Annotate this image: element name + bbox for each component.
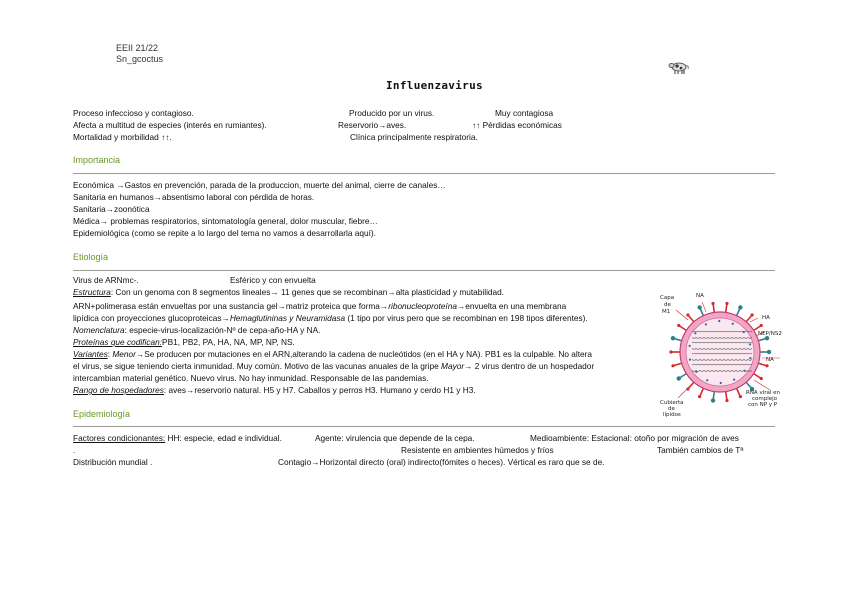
variantes-label: Variantes [73, 349, 108, 359]
spike-head [739, 395, 742, 398]
hospedadores-label: Rango de hospedadores [73, 385, 164, 395]
etiologia-variantes [73, 349, 592, 360]
etiologia-forma: Esférico y con envuelta [230, 275, 316, 285]
matrix-dot [732, 323, 734, 325]
etiologia-variantes-cont [73, 361, 594, 372]
epidemiologia-contagio: Contagio→Horizontal directo (oral) indirecto(fómites o heces). Vértical es raro que se de. [278, 457, 605, 467]
importancia-line: Médica→ problemas respiratorios, sintomatología general, dolor muscular, fiebre… [73, 216, 378, 226]
etiologia-hospedadores [73, 385, 476, 396]
spike-head [765, 364, 768, 367]
intro-contagiosa: Muy contagiosa [495, 108, 554, 118]
intro-virus: Producido por un virus. [349, 108, 435, 118]
variantes-cont-a: el virus, se sigue teniendo cierta inmunidad. Muy común. Motivo de las vacunas anuales de la gripe [73, 361, 442, 371]
label-capa: Capa [660, 295, 675, 301]
epidemiologia-medio: Medioambiente: Estacional: otoño por migración de aves [530, 433, 739, 443]
etiologia-nomenclatura [73, 325, 320, 336]
divider [73, 426, 775, 427]
matrix-dot [689, 345, 691, 347]
label-na-top: NA [696, 293, 704, 299]
factores-label: Factores condicionantes: [73, 433, 166, 443]
divider [73, 270, 775, 271]
matrix-dot [689, 359, 691, 361]
spike-head [669, 350, 672, 353]
spike-head [725, 302, 728, 305]
spike-head [725, 399, 728, 402]
spike-head [677, 324, 680, 327]
variantes-text: →Se producen por mutaciones en el ARN,alterando la cadena de nucleótidos (en el HA y NA). PB1 es la culpable. No altera [135, 349, 593, 359]
etiologia-arn-line [73, 301, 566, 312]
importancia-line: Epidemiológica (como se repite a lo largo del tema no vamos a desarrollarla aquí). [73, 228, 376, 238]
matrix-dot [694, 332, 696, 334]
matrix-dot [718, 320, 720, 322]
label-cubierta: Cubierta [660, 400, 684, 406]
epidemiologia-cambios: También cambios de Tª [657, 445, 744, 455]
etiologia-estructura [73, 287, 504, 298]
spike-head [760, 324, 763, 327]
hospedadores-text: : aves→reservorio natural. H5 y H7. Caballos y perros H3. Humano y cerdo H1 y H3. [163, 385, 476, 395]
hemaglutininas-term: Hemaglutininas y Neuramidasa [229, 313, 346, 323]
spike-head [686, 313, 689, 316]
variantes-cont-c: → 2 virus dentro de un hospedador [464, 361, 595, 371]
ribonucleoproteina-term: ribonucleoproteína [388, 301, 457, 311]
course-label: EEII 21/22 [116, 43, 159, 53]
label-rna-2: complejo [752, 396, 778, 402]
label-cubierta-de: de [668, 406, 675, 412]
label-na-right: NA [766, 357, 774, 363]
matrix-layer [686, 318, 754, 386]
cow-icon [668, 59, 690, 80]
epidemiologia-distribucion: Distribución mundial . [73, 457, 153, 467]
section-epidemiologia-heading: Epidemiología [73, 409, 131, 419]
epidemiologia-agente: Agente: virulencia que depende de la cepa. [315, 433, 475, 443]
matrix-dot [749, 343, 751, 345]
factores-hh: HH: especie, edad e individual. [165, 433, 282, 443]
proteinas-label: Proteínas que codifican: [73, 337, 163, 347]
nomenclatura-text: : especie-virus-localización-Nº de cepa-año-HA y NA. [124, 325, 321, 335]
importancia-line: Sanitaria→zoonótica [73, 204, 150, 214]
influenza-virus-diagram [658, 290, 782, 420]
spike-head [698, 395, 701, 398]
lipidica-text-a: lipídica con proyecciones glucoproteicas→ [73, 313, 230, 323]
spike-head [697, 305, 701, 309]
etiologia-lipidica-line [73, 313, 588, 324]
matrix-dot [695, 371, 697, 373]
label-m1: M1 [662, 309, 671, 315]
matrix-dot [733, 378, 735, 380]
label-rna-1: RNA viral en [746, 390, 781, 396]
matrix-dot [749, 357, 751, 359]
section-importancia-heading: Importancia [73, 155, 121, 165]
etiologia-proteinas [73, 337, 295, 348]
intro-reservorio: Reservorio→aves. [338, 120, 407, 130]
epidemiologia-factores [73, 433, 282, 444]
intro-infeccioso: Proceso infeccioso y contagioso. [73, 108, 194, 118]
etiologia-pandemias: intercambian material genético. Nuevo virus. No hay inmunidad. Responsable de las pandemias. [73, 373, 429, 383]
estructura-label: Estructura [73, 287, 111, 297]
section-etiologia-heading: Etiología [73, 252, 109, 262]
divider [73, 173, 775, 174]
spike-head [760, 377, 763, 380]
variante-mayor-term: Mayor [441, 361, 465, 371]
spike-head [677, 376, 681, 380]
matrix-dot [720, 382, 722, 384]
etiologia-virus-tipo: Virus de ARNmc-. [73, 275, 139, 285]
intro-especies: Afecta a multitud de especies (interés en rumiantes). [73, 120, 267, 130]
arn-text-c: →envuelta en una membrana [456, 301, 567, 311]
spike-head [671, 364, 674, 367]
estructura-text: : Con un genoma con 8 segmentos lineales→ 11 genes que se recombinan→alta plasticidad y mutabilidad. [110, 287, 505, 297]
arn-text-a: ARN+polimerasa están envueltas por una sustancia gel→matriz proteica que forma→ [73, 301, 389, 311]
matrix-dot [744, 370, 746, 372]
importancia-line: Sanitaria en humanos→absentismo laboral con pérdida de horas. [73, 192, 315, 202]
intro-mortalidad: Mortalidad y morbilidad ↑↑. [73, 132, 172, 142]
intro-perdidas: ↑↑ Pérdidas económicas [472, 120, 562, 130]
spike-head [767, 350, 771, 354]
variante-menor-term: Menor [112, 349, 136, 359]
matrix-dot [705, 323, 707, 325]
label-rna-3: con NP y P [748, 402, 778, 408]
matrix-dot [743, 331, 745, 333]
epidemiologia-dot: . [73, 445, 76, 455]
importancia-line: Económica →Gastos en prevención, parada de la produccion, muerte del animal, cierre de canales… [73, 180, 446, 190]
author-label: Sn_gcoctus [116, 54, 164, 64]
page-title: Influenzavirus [386, 79, 483, 92]
variantes-colon: : [107, 349, 113, 359]
label-de: de [664, 302, 671, 308]
matrix-dot [706, 379, 708, 381]
proteinas-text: PB1, PB2, PA, HA, NA, MP, NP, NS. [162, 337, 295, 347]
spike-head [671, 336, 675, 340]
spike-head [750, 313, 753, 316]
label-ha: HA [762, 315, 770, 321]
spike-head [711, 398, 715, 402]
spike-head [738, 305, 742, 309]
epidemiologia-resistente: Resistente en ambientes húmedos y fríos [401, 445, 554, 455]
label-nep: NEP/NS2 [758, 331, 782, 337]
spike-head [711, 302, 714, 305]
label-lipidos: lípidos [663, 412, 681, 418]
lipidica-text-c: (1 tipo por virus pero que se recombinan en 198 tipos diferentes). [345, 313, 588, 323]
nomenclatura-label: Nomenclatura [73, 325, 125, 335]
intro-clinica: Clínica principalmente respiratoria. [350, 132, 478, 142]
